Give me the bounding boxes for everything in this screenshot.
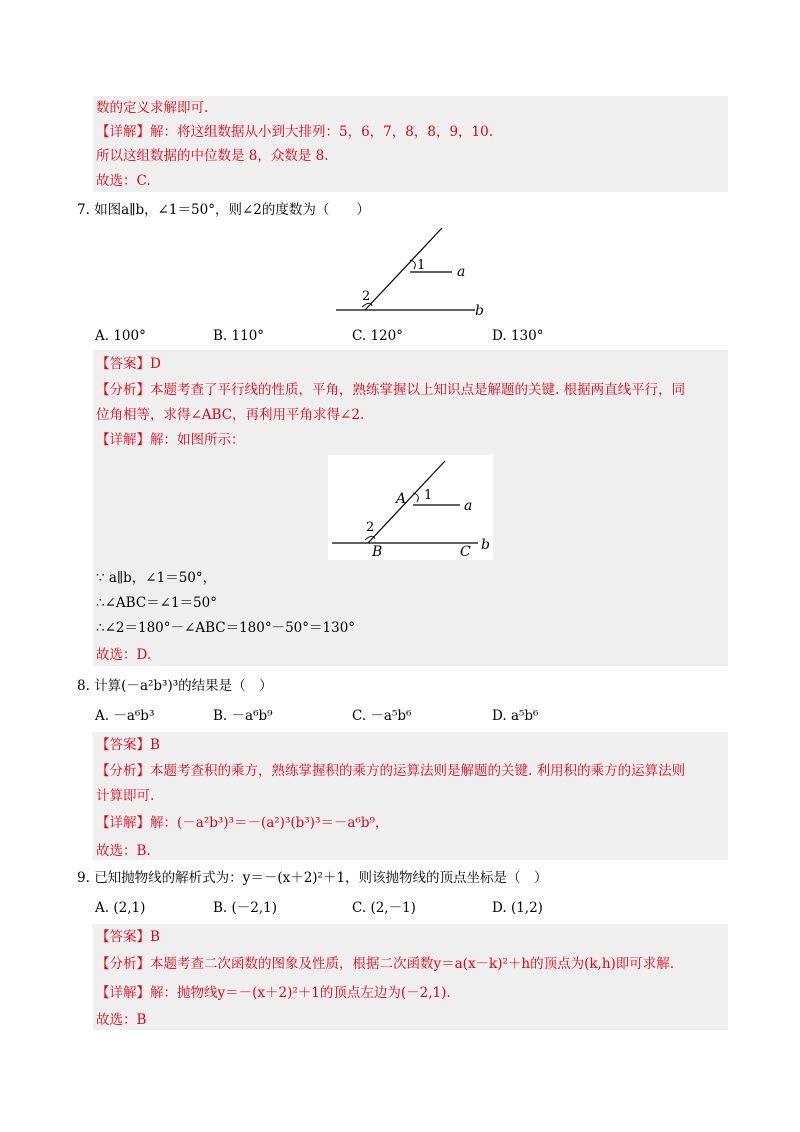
q7-number: 7. xyxy=(77,202,90,218)
q7-fig-label-1: 1 xyxy=(417,258,426,273)
q8-option-c[interactable]: C. －a⁵b⁶ xyxy=(352,708,412,724)
q7-fig2-label-C: C xyxy=(460,544,471,560)
q7-text: 如图a∥b，∠1＝50°，则∠2的度数为（ ） xyxy=(94,202,370,218)
q8-choice: 故选：B. xyxy=(96,843,151,859)
q7-answer: 【答案】D xyxy=(96,356,161,372)
q9-solution-box xyxy=(93,924,728,1030)
q7-fig2-label-2: 2 xyxy=(366,520,375,535)
q7-fig2-label-a: a xyxy=(464,498,473,514)
q7-step-1: ∵ a∥b，∠1＝50°， xyxy=(96,570,217,586)
q9-analysis: 【分析】本题考查二次函数的图象及性质，根据二次函数y＝a(x－k)²＋h的顶点为(k,h)即可求解. xyxy=(96,956,675,972)
q9-option-d[interactable]: D. (1,2) xyxy=(492,900,543,916)
q9-stem xyxy=(77,868,548,888)
q7-figure xyxy=(330,222,500,322)
q7-fig-label-2: 2 xyxy=(362,289,371,304)
q7-option-c[interactable]: C. 120° xyxy=(352,328,403,344)
q9-choice: 故选：B xyxy=(96,1012,147,1028)
q8-analysis-2: 计算即可. xyxy=(96,788,155,804)
q8-stem xyxy=(77,676,273,696)
q8-detail: 【详解】解：(－a²b³)³＝－(a²)³(b³)³＝－a⁶b⁹， xyxy=(96,815,389,831)
q8-option-b[interactable]: B. －a⁶b⁹ xyxy=(213,708,273,724)
q9-number: 9. xyxy=(77,870,90,886)
q7-option-d[interactable]: D. 130° xyxy=(492,328,544,344)
q9-text: 已知抛物线的解析式为：y＝－(x＋2)²＋1，则该抛物线的顶点坐标是（ ） xyxy=(94,870,548,886)
q8-answer: 【答案】B xyxy=(96,737,160,753)
prev-analysis-tail: 数的定义求解即可. xyxy=(96,100,209,116)
q7-solution-figure xyxy=(328,455,498,560)
q7-fig2-label-b: b xyxy=(481,537,490,553)
prev-choice: 故选：C. xyxy=(96,173,151,189)
q8-option-d[interactable]: D. a⁵b⁶ xyxy=(492,708,539,724)
q7-analysis-2: 位角相等，求得∠ABC，再利用平角求得∠2. xyxy=(96,407,365,423)
q8-analysis-1: 【分析】本题考查积的乘方，熟练掌握积的乘方的运算法则是解题的关键. 利用积的乘方的运算法则 xyxy=(96,763,686,779)
q7-option-b[interactable]: B. 110° xyxy=(213,328,265,344)
q7-option-a[interactable]: A. 100° xyxy=(95,328,146,344)
q9-option-c[interactable]: C. (2,－1) xyxy=(352,900,416,916)
q8-text: 计算(－a²b³)³的结果是（ ） xyxy=(94,678,273,694)
prev-detail: 【详解】解：将这组数据从小到大排列：5，6，7，8，8，9，10. xyxy=(96,124,494,140)
q7-fig2-label-A: A xyxy=(396,491,407,507)
q9-option-a[interactable]: A. (2,1) xyxy=(95,900,146,916)
q7-stem xyxy=(77,200,370,220)
q7-step-3: ∴∠2＝180°－∠ABC＝180°－50°＝130° xyxy=(96,620,356,636)
q7-fig-label-a: a xyxy=(457,264,466,280)
q7-step-2: ∴∠ABC＝∠1＝50° xyxy=(96,595,217,611)
q9-detail: 【详解】解：抛物线y＝－(x＋2)²＋1的顶点左边为(－2,1). xyxy=(96,985,451,1001)
q7-fig-label-b: b xyxy=(475,303,484,319)
q9-option-b[interactable]: B. (－2,1) xyxy=(213,900,278,916)
q7-choice: 故选：D. xyxy=(96,647,152,663)
prev-conclusion: 所以这组数据的中位数是 8，众数是 8. xyxy=(96,148,329,164)
q8-option-a[interactable]: A. －a⁶b³ xyxy=(95,708,155,724)
q8-solution-box xyxy=(93,732,728,860)
q7-analysis-1: 【分析】本题考查了平行线的性质，平角，熟练掌握以上知识点是解题的关键. 根据两直线平行，同 xyxy=(96,382,686,398)
q7-fig2-label-B: B xyxy=(372,544,383,560)
q7-detail-intro: 【详解】解：如图所示： xyxy=(96,432,245,448)
q8-number: 8. xyxy=(77,678,90,694)
q9-answer: 【答案】B xyxy=(96,929,160,945)
q7-fig2-label-1: 1 xyxy=(424,488,433,503)
